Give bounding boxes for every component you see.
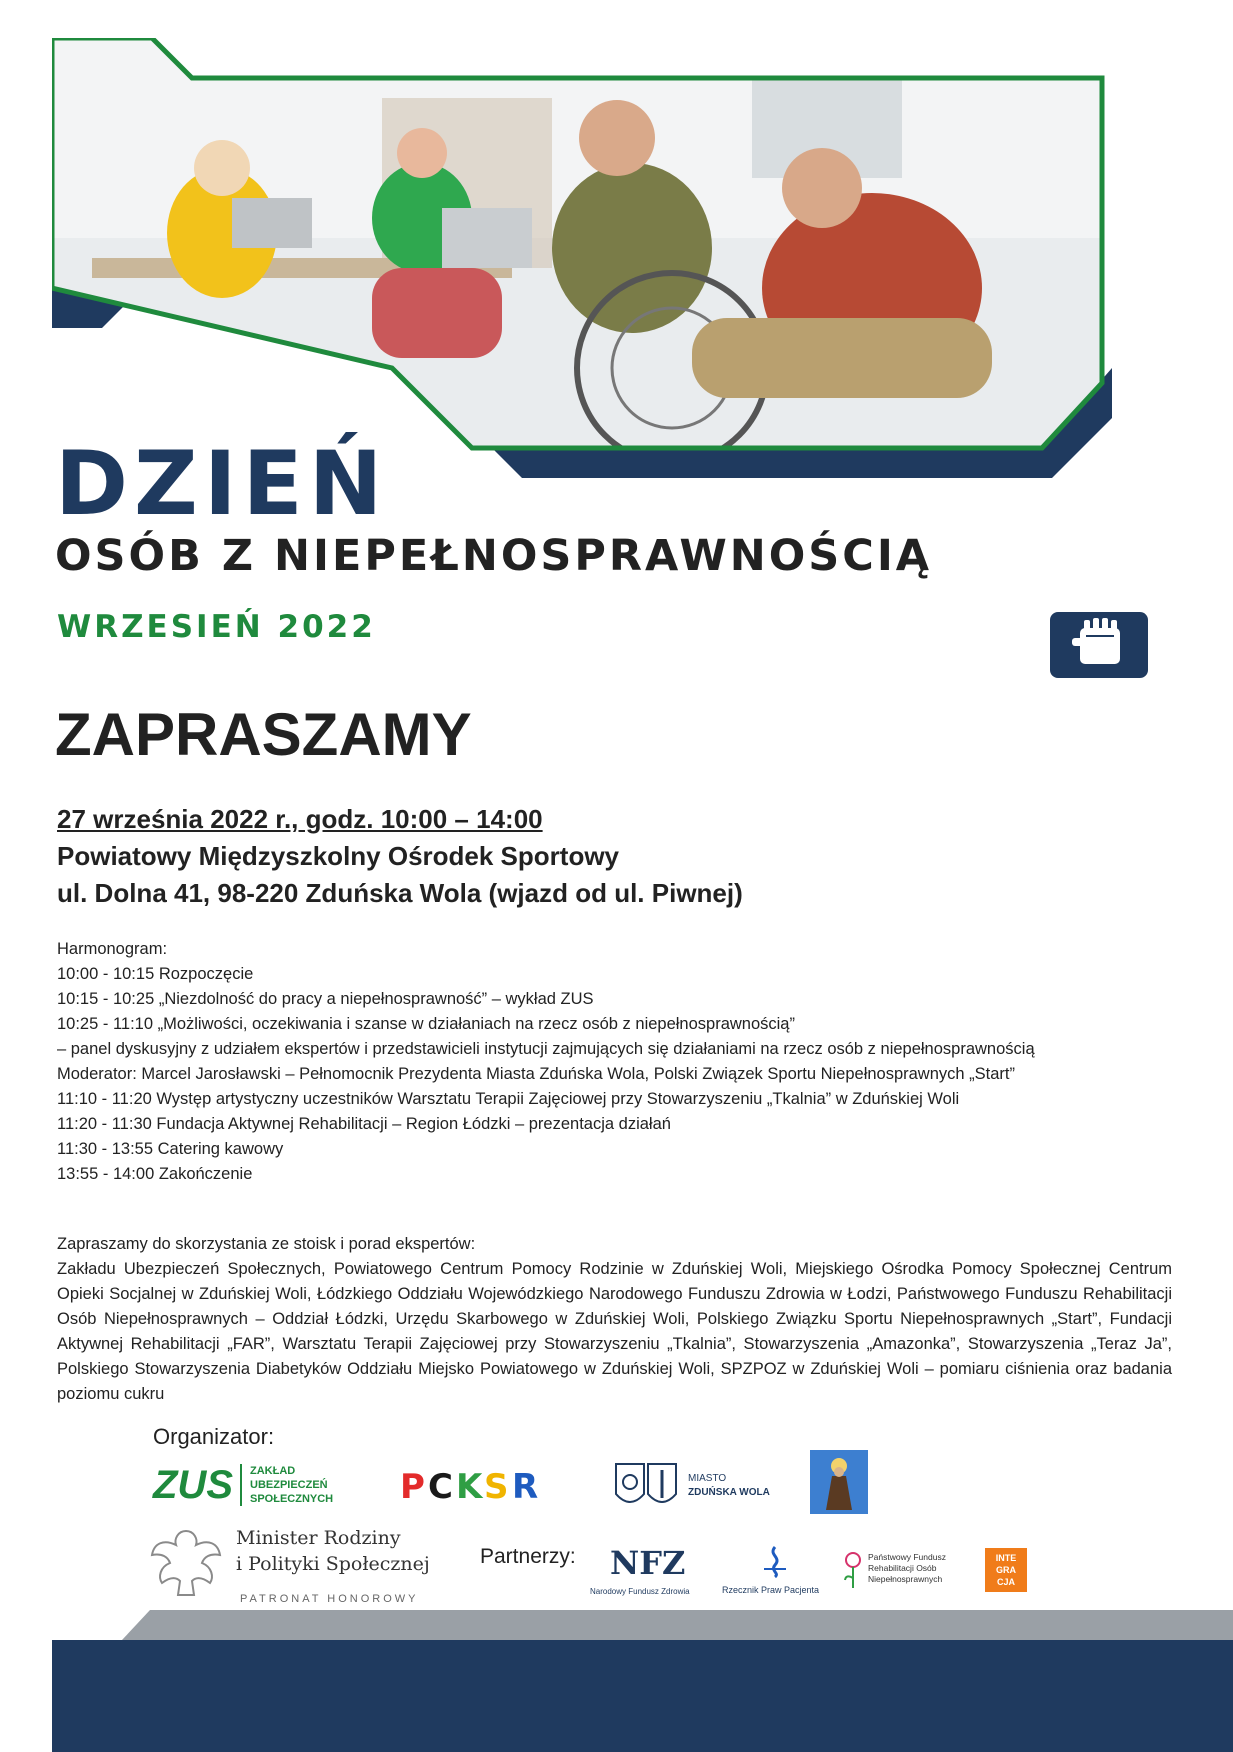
minister-line: i Polityki Społecznej — [236, 1553, 430, 1575]
schedule-line: 11:30 - 13:55 Catering kawowy — [57, 1140, 284, 1158]
schedule-line: 13:55 - 14:00 Zakończenie — [57, 1165, 253, 1183]
patronage-label: PATRONAT HONOROWY — [240, 1593, 419, 1605]
schedule-line: 11:10 - 11:20 Występ artystyczny uczestników Warsztatu Terapii Zajęciowej przy Stowarzyszeniu „Tkalnia” w Zduńskiej Woli — [57, 1090, 960, 1108]
zus-line: ZAKŁAD — [250, 1465, 296, 1477]
schedule-heading: Harmonogram: — [57, 940, 168, 958]
svg-text:C: C — [428, 1467, 453, 1507]
invite-heading: ZAPRASZAMY — [55, 701, 472, 768]
stands-heading: Zapraszamy do skorzystania ze stoisk i porad ekspertów: — [57, 1235, 476, 1253]
partners-label: Partnerzy: — [480, 1545, 576, 1568]
pcksr-logo — [398, 1462, 558, 1512]
eagle-emblem-icon — [148, 1525, 224, 1603]
event-date: 27 września 2022 r., godz. 10:00 – 14:00 — [57, 804, 543, 834]
zus-mark: ZUS — [153, 1463, 233, 1507]
integracja-line: GRA — [996, 1565, 1016, 1575]
stands-body: Zakładu Ubezpieczeń Społecznych, Powiatowego Centrum Pomocy Rodzinie w Zduńskiej Woli, Miejskiego Ośrodka Pomocy Społecznej Centrum Opieki Socjalnej w Zduńskiej Woli, Łódzkiego Oddziału Wojewódzkiego Narodowego Funduszu Zdrowia w Łodzi, Państwowego Funduszu Rehabilitacji Osób Niepełnosprawnych – Oddział Łódzki, Urzędu Skarbowego w Zduńskiej Woli, Polskiego Związku Sportu Niepełnosprawnych „Start”, Fundacji Aktywnej Rehabilitacji „FAR”, Warsztatu Terapii Zajęciowej przy Stowarzyszeniu „Tkalnia”, Stowarzyszenia „Amazonka”, Stowarzyszenia „Teraz Ja”, Polskiego Stowarzyszenia Diabetyków Oddziału Miejsko Powiatowego w Zduńskiej Woli, SPZPOZ w Zduńskiej Woli – pomiaru ciśnienia oraz badania poziomu cukru — [57, 1260, 1172, 1403]
city-crest-icon — [612, 1458, 682, 1514]
hero-photo — [52, 38, 1122, 488]
county-crest-icon — [810, 1450, 868, 1514]
pfron-logo — [842, 1548, 972, 1598]
rpp-caption: Rzecznik Praw Pacjenta — [722, 1585, 820, 1595]
zus-logo — [153, 1462, 353, 1512]
nfz-mark: NFZ — [610, 1544, 686, 1582]
schedule-line: 10:15 - 10:25 „Niezdolność do pracy a niepełnosprawność” – wykład ZUS — [57, 990, 594, 1008]
footer-band — [0, 1610, 1233, 1752]
pfron-flower-icon — [842, 1550, 864, 1590]
zus-line: SPOŁECZNYCH — [250, 1493, 334, 1505]
schedule-line: 10:25 - 11:10 „Możliwości, oczekiwania i szanse w działaniach na rzecz osób z niepełnosprawnością” — [57, 1015, 795, 1033]
pfron-line: Państwowy Fundusz — [868, 1552, 946, 1562]
svg-text:K: K — [456, 1467, 483, 1507]
event-place: Powiatowy Międzyszkolny Ośrodek Sportowy — [57, 841, 620, 871]
schedule-line: 11:20 - 11:30 Fundacja Aktywnej Rehabilitacji – Region Łódzki – prezentacja działań — [57, 1115, 671, 1133]
zus-line: UBEZPIECZEŃ — [250, 1479, 328, 1491]
organizer-label: Organizator: — [153, 1424, 275, 1449]
event-address: ul. Dolna 41, 98-220 Zduńska Wola (wjazd od ul. Piwnej) — [57, 878, 743, 908]
svg-text:R: R — [512, 1467, 539, 1507]
integracja-line: INTE — [995, 1553, 1017, 1563]
integracja-line: CJA — [996, 1577, 1015, 1587]
svg-text:P: P — [400, 1467, 425, 1507]
integracja-logo — [985, 1548, 1027, 1592]
title-month: WRZESIEŃ 2022 — [57, 609, 376, 645]
schedule-line: – panel dyskusyjny z udziałem ekspertów i przedstawicieli instytucji zajmujących się działaniami na rzecz osób z niepełnosprawnością — [57, 1040, 1035, 1058]
schedule-line: Moderator: Marcel Jarosławski – Pełnomocnik Prezydenta Miasta Zduńska Wola, Polski Związek Sportu Niepełnosprawnych „Start” — [57, 1065, 1015, 1083]
hand-sign-icon — [1050, 612, 1148, 678]
minister-line: Minister Rodziny — [236, 1527, 401, 1549]
title-dzien: DZIEŃ — [55, 432, 389, 535]
zdunska-wola-logo — [612, 1458, 772, 1514]
rpp-emblem-icon — [760, 1545, 790, 1579]
pfron-line: Rehabilitacji Osób — [868, 1563, 937, 1573]
stands-section — [57, 1232, 1172, 1407]
title-subtitle: OSÓB Z NIEPEŁNOSPRAWNOŚCIĄ — [55, 531, 933, 581]
rpp-logo — [722, 1545, 832, 1605]
nfz-caption: Narodowy Fundusz Zdrowia — [590, 1587, 690, 1596]
city-line: MIASTO — [688, 1473, 727, 1484]
schedule-line: 10:00 - 10:15 Rozpoczęcie — [57, 965, 254, 983]
minister-logo — [148, 1525, 448, 1615]
pfron-line: Niepełnosprawnych — [868, 1574, 943, 1584]
city-line: ZDUŃSKA WOLA — [688, 1487, 770, 1498]
nfz-logo — [590, 1545, 710, 1605]
schedule — [57, 937, 1177, 1187]
svg-text:S: S — [484, 1467, 509, 1507]
